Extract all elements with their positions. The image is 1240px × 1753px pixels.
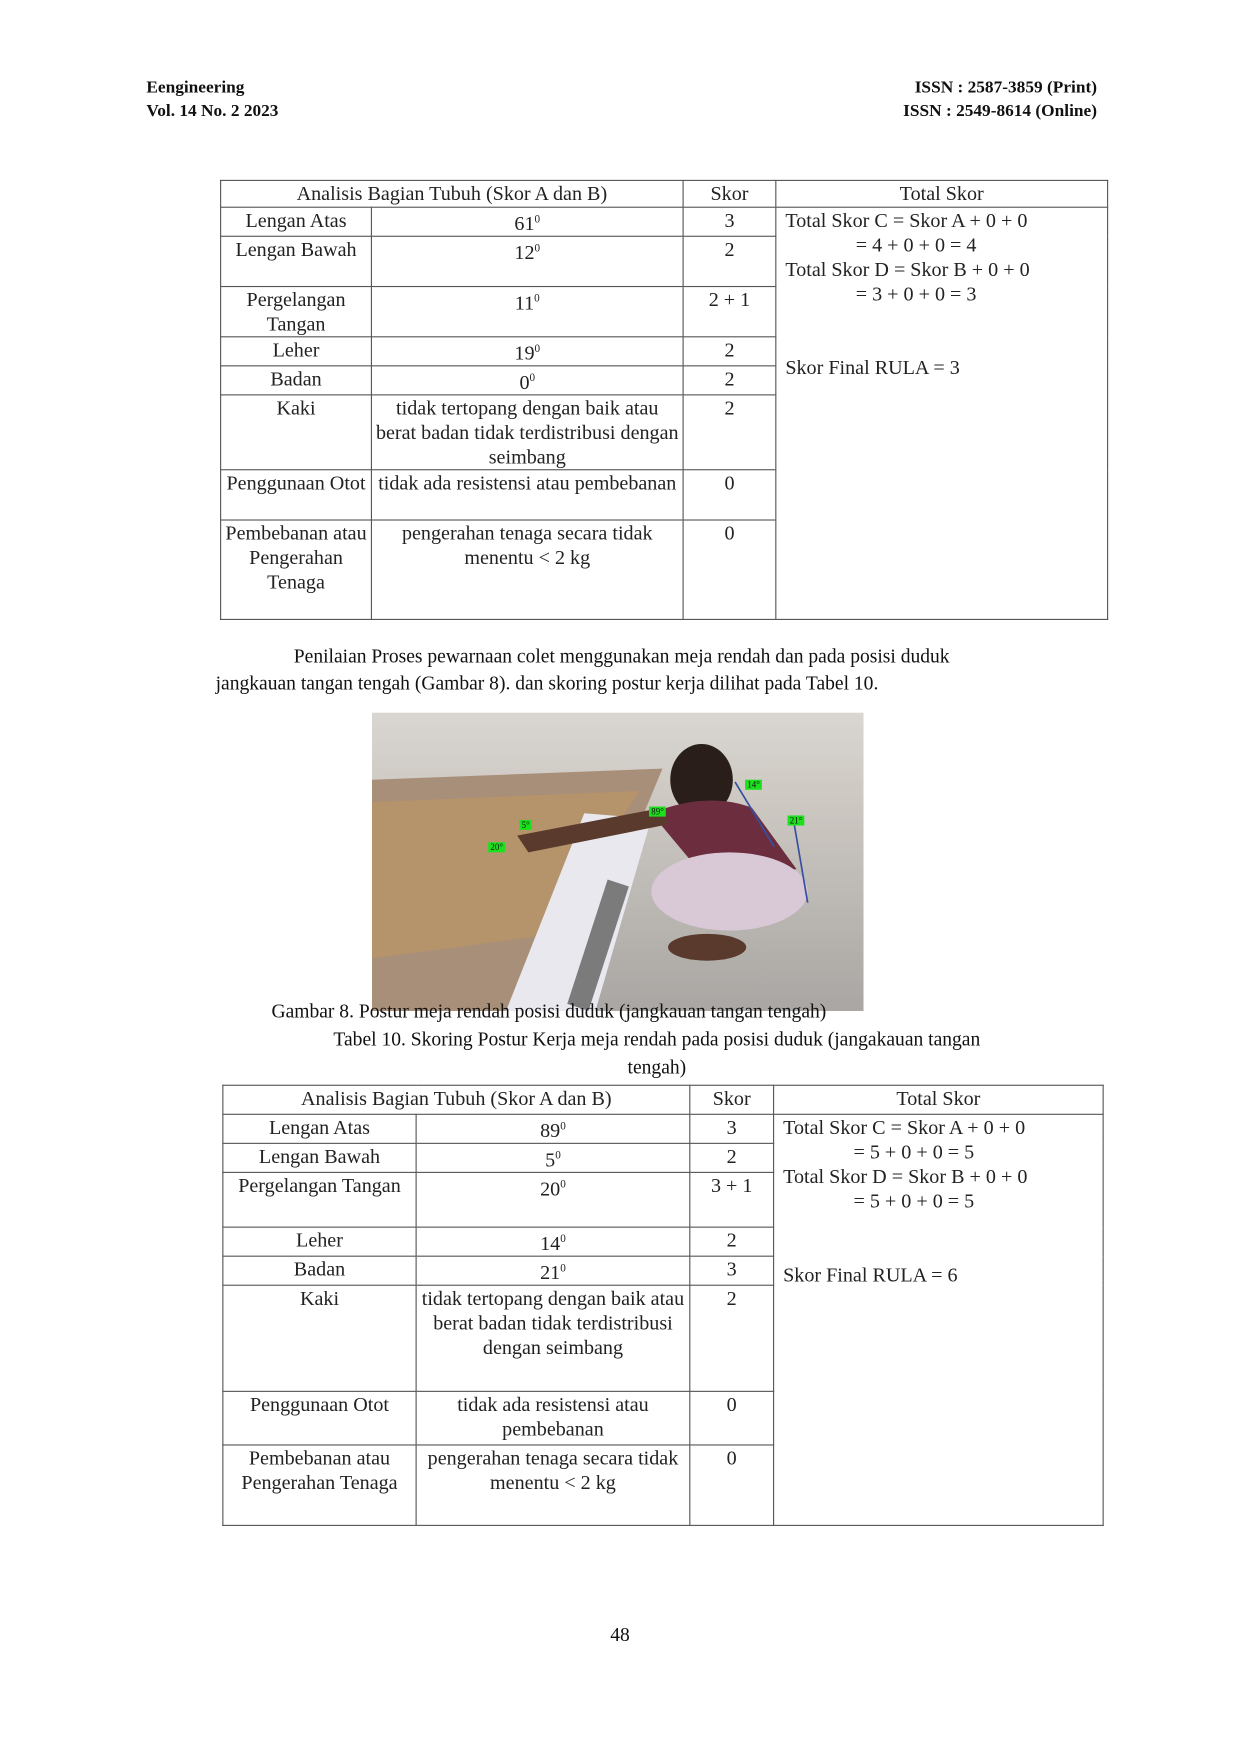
cell-skor: 2	[683, 337, 776, 366]
body-paragraph	[216, 642, 1099, 696]
cell-part: Penggunaan Otot	[223, 1391, 416, 1445]
cell-part: Pembebanan atau Pengerahan Tenaga	[223, 1445, 416, 1525]
angle-value: 19	[514, 341, 535, 365]
degree-mark: 0	[560, 1178, 566, 1191]
cell-part: Leher	[223, 1227, 416, 1256]
table-caption-line: Tabel 10. Skoring Postur Kerja meja rendah pada posisi duduk (jangakauan tangan	[333, 1027, 981, 1051]
cell-skor: 2	[683, 395, 776, 470]
table-caption	[223, 1025, 1090, 1081]
cell-value	[371, 337, 683, 366]
cell-value	[416, 1172, 690, 1227]
header-analisis: Analisis Bagian Tubuh (Skor A dan B)	[223, 1085, 690, 1114]
cell-part: Kaki	[223, 1285, 416, 1391]
header-total: Total Skor	[776, 180, 1108, 207]
issn-online: ISSN : 2549-8614 (Online)	[903, 101, 1097, 121]
rula-table-2	[222, 1085, 1103, 1526]
cell-skor: 0	[683, 520, 776, 619]
cell-part: Penggunaan Otot	[221, 470, 372, 520]
angle-label: 21°	[788, 815, 805, 825]
cell-skor: 2	[690, 1285, 774, 1391]
cell-part: Badan	[223, 1256, 416, 1285]
cell-value: tidak ada resistensi atau pembebanan	[371, 470, 683, 520]
angle-value: 14	[540, 1232, 561, 1255]
cell-value	[416, 1143, 690, 1172]
cell-skor: 2	[683, 366, 776, 395]
header-total: Total Skor	[774, 1085, 1104, 1114]
cell-skor: 0	[683, 470, 776, 520]
cell-value: pengerahan tenaga secara tidak menentu < 2 kg	[371, 520, 683, 619]
cell-skor: 0	[690, 1391, 774, 1445]
rula-table-1	[220, 180, 1108, 620]
degree-mark: 0	[534, 292, 540, 305]
cell-skor: 0	[690, 1445, 774, 1525]
cell-value	[371, 366, 683, 395]
cell-skor: 2	[683, 236, 776, 286]
issn-print: ISSN : 2587-3859 (Print)	[914, 78, 1097, 98]
cell-value	[371, 207, 683, 236]
angle-label: 5°	[519, 820, 532, 830]
cell-value: pengerahan tenaga secara tidak menentu < 2 kg	[416, 1445, 690, 1525]
degree-mark: 0	[560, 1120, 566, 1133]
cell-skor: 3	[683, 207, 776, 236]
cell-part: Pergelangan Tangan	[223, 1172, 416, 1227]
degree-mark: 0	[560, 1262, 566, 1275]
cell-part: Badan	[221, 366, 372, 395]
posture-photo	[372, 713, 864, 1011]
header-analisis: Analisis Bagian Tubuh (Skor A dan B)	[221, 180, 683, 207]
angle-value: 21	[540, 1261, 561, 1284]
degree-mark: 0	[534, 342, 541, 356]
table-row	[223, 1114, 1103, 1143]
angle-label: 89°	[649, 807, 666, 817]
degree-mark: 0	[529, 371, 536, 385]
cell-part: Lengan Atas	[221, 207, 372, 236]
cell-value	[416, 1256, 690, 1285]
table-caption-line: tengah)	[627, 1055, 687, 1079]
cell-part: Lengan Atas	[223, 1114, 416, 1143]
header-skor: Skor	[690, 1085, 774, 1114]
degree-mark: 0	[560, 1233, 566, 1246]
degree-mark: 0	[534, 242, 541, 255]
figure-caption: Gambar 8. Postur meja rendah posisi duduk (jangkauan tangan tengah)	[271, 999, 827, 1023]
table-header-row	[223, 1085, 1103, 1114]
cell-skor: 3	[690, 1256, 774, 1285]
cell-part: Lengan Bawah	[221, 236, 372, 286]
total-skor-cell: Total Skor C = Skor A + 0 + 0 = 4 + 0 + 0 = 4 Total Skor D = Skor B + 0 + 0 = 3 + 0 + 0 = 3 Skor Final RULA = 3	[776, 207, 1108, 619]
journal-volume: Vol. 14 No. 2 2023	[146, 101, 279, 121]
cell-skor: 2 + 1	[683, 287, 776, 337]
angle-label: 20°	[488, 842, 505, 852]
paragraph-line: jangkauan tangan tengah (Gambar 8). dan skoring postur kerja dilihat pada Tabel 10.	[215, 671, 879, 694]
cell-skor: 2	[690, 1143, 774, 1172]
cell-value	[371, 287, 683, 337]
cell-part: Kaki	[221, 395, 372, 470]
paragraph-line: Penilaian Proses pewarnaan colet menggunakan meja rendah dan pada posisi duduk	[293, 644, 950, 667]
cell-value	[416, 1114, 690, 1143]
total-skor-cell: Total Skor C = Skor A + 0 + 0 = 5 + 0 + 0 = 5 Total Skor D = Skor B + 0 + 0 = 5 + 0 + 0 = 5 Skor Final RULA = 6	[774, 1114, 1104, 1525]
cell-part: Lengan Bawah	[223, 1143, 416, 1172]
angle-label: 14°	[745, 780, 762, 790]
angle-value: 5	[545, 1148, 556, 1171]
journal-name: Eengineering	[146, 78, 245, 98]
angle-value: 12	[514, 241, 535, 264]
cell-value: tidak tertopang dengan baik atau berat badan tidak terdistribusi dengan seimbang	[416, 1285, 690, 1391]
cell-value	[371, 236, 683, 286]
cell-value: tidak tertopang dengan baik atau berat badan tidak terdistribusi dengan seimbang	[371, 395, 683, 470]
degree-mark: 0	[534, 213, 541, 226]
angle-value: 11	[514, 291, 535, 314]
cell-part: Pergelangan Tangan	[221, 287, 372, 337]
cell-part: Leher	[221, 337, 372, 366]
cell-skor: 3 + 1	[690, 1172, 774, 1227]
angle-value: 0	[519, 370, 530, 394]
degree-mark: 0	[555, 1149, 561, 1162]
angle-value: 61	[514, 212, 535, 235]
cell-skor: 2	[690, 1227, 774, 1256]
cell-part: Pembebanan atau Pengerahan Tenaga	[221, 520, 372, 619]
header-skor: Skor	[683, 180, 776, 207]
cell-value	[416, 1227, 690, 1256]
angle-value: 20	[540, 1177, 561, 1200]
table-row	[221, 207, 1108, 236]
table-header-row	[221, 180, 1108, 207]
cell-value: tidak ada resistensi atau pembebanan	[416, 1391, 690, 1445]
angle-value: 89	[540, 1119, 561, 1142]
issn-header	[903, 76, 1097, 123]
journal-header	[146, 76, 278, 123]
page-number: 48	[610, 1623, 630, 1646]
cell-skor: 3	[690, 1114, 774, 1143]
